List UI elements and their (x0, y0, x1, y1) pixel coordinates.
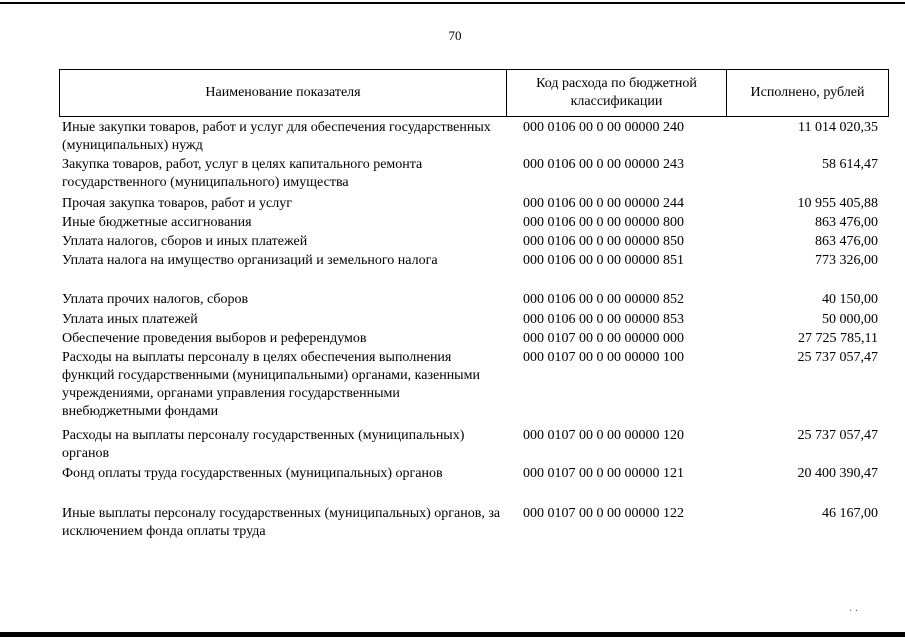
row-name: Иные закупки товаров, работ и услуг для обеспечения государственных (муниципальных) нужд (62, 120, 491, 153)
header-name: Наименование показателя (60, 70, 507, 116)
row-amount: 40 150,00 (822, 292, 878, 307)
row-name: Уплата налога на имущество организаций и земельного налога (62, 253, 438, 268)
row-name: Расходы на выплаты персоналу государственных (муниципальных) органов (62, 428, 465, 461)
row-amount: 46 167,00 (822, 506, 878, 521)
row-code: 000 0106 00 0 00 00000 244 (523, 196, 684, 211)
row-amount: 863 476,00 (815, 215, 878, 230)
bottom-scan-border (0, 632, 905, 637)
header-code: Код расхода по бюджетной классификации (507, 70, 727, 116)
row-name: Прочая закупка товаров, работ и услуг (62, 196, 292, 211)
page-number: 70 (448, 28, 462, 43)
row-name: Уплата прочих налогов, сборов (62, 292, 249, 307)
row-code: 000 0106 00 0 00 00000 851 (523, 253, 684, 268)
row-amount: 773 326,00 (815, 253, 878, 268)
row-amount: 863 476,00 (815, 234, 878, 249)
row-code: 000 0106 00 0 00 00000 853 (523, 312, 684, 327)
row-amount: 27 725 785,11 (798, 331, 878, 346)
row-name: Расходы на выплаты персоналу в целях обеспечения выполнения функций государственными (муниципальными) органами, казенными учреждениями, органами управления государственными внебюджетными фондами (62, 350, 480, 419)
row-amount: 50 000,00 (822, 312, 878, 327)
header-amount: Исполнено, рублей (750, 85, 865, 100)
row-code: 000 0106 00 0 00 00000 243 (523, 157, 684, 172)
row-name: Уплата иных платежей (62, 312, 198, 327)
row-code: 000 0106 00 0 00 00000 240 (523, 120, 684, 135)
row-code: 000 0107 00 0 00 00000 100 (523, 350, 684, 365)
table-header (59, 69, 889, 117)
row-amount: 10 955 405,88 (797, 196, 878, 211)
row-name: Иные бюджетные ассигнования (62, 215, 252, 230)
row-amount: 58 614,47 (822, 157, 878, 172)
row-code: 000 0106 00 0 00 00000 800 (523, 215, 684, 230)
row-name: Иные выплаты персоналу государственных (муниципальных) органов, за исключением фонда оплаты труда (62, 506, 501, 539)
row-amount: 20 400 390,47 (797, 466, 878, 481)
row-code: 000 0107 00 0 00 00000 122 (523, 506, 684, 521)
scan-specks-decoration: · · (849, 606, 859, 617)
row-amount: 11 014 020,35 (798, 120, 878, 135)
top-scan-border (0, 2, 905, 4)
row-code: 000 0106 00 0 00 00000 852 (523, 292, 684, 307)
row-name: Фонд оплаты труда государственных (муниципальных) органов (62, 466, 443, 481)
row-code: 000 0106 00 0 00 00000 850 (523, 234, 684, 249)
row-code: 000 0107 00 0 00 00000 000 (523, 331, 684, 346)
row-name: Обеспечение проведения выборов и референдумов (62, 331, 367, 346)
row-name: Уплата налогов, сборов и иных платежей (62, 234, 308, 249)
row-name: Закупка товаров, работ, услуг в целях капитального ремонта государственного (муниципального) имущества (62, 157, 423, 190)
row-code: 000 0107 00 0 00 00000 121 (523, 466, 684, 481)
row-code: 000 0107 00 0 00 00000 120 (523, 428, 684, 443)
row-amount: 25 737 057,47 (797, 428, 878, 443)
row-amount: 25 737 057,47 (797, 350, 878, 365)
